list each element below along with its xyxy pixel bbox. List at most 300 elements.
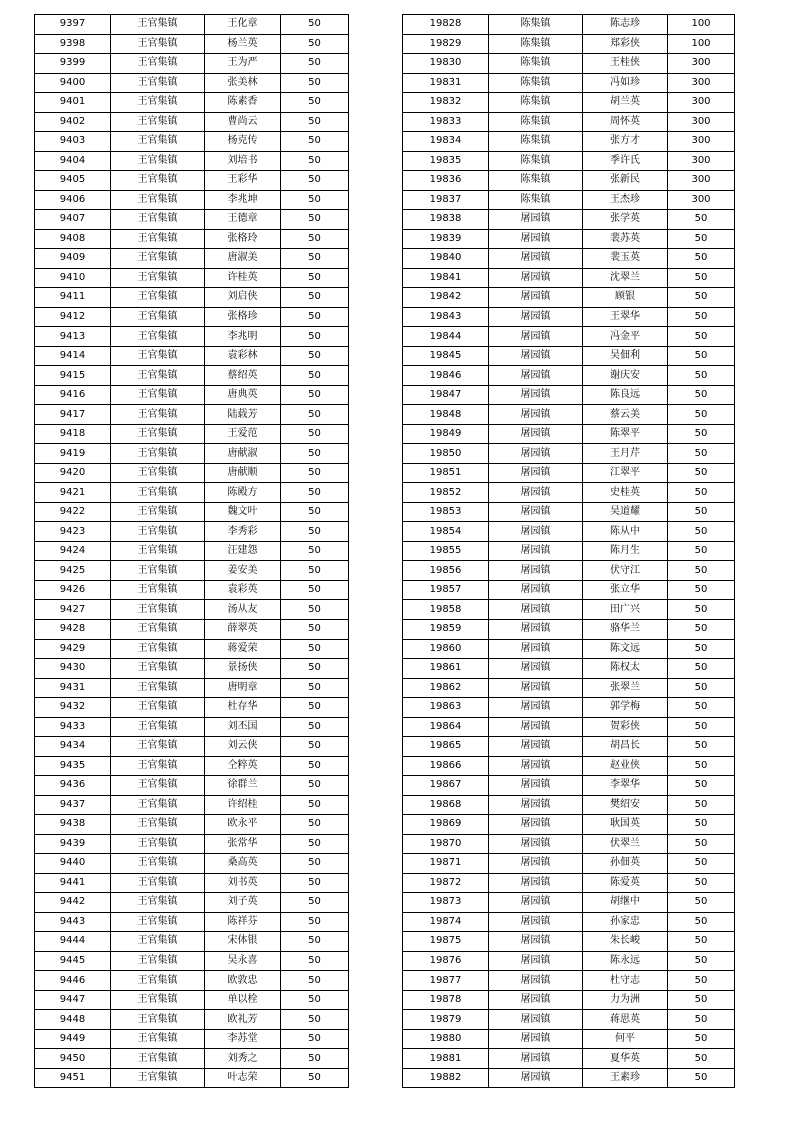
name-cell: 陆载芳 [205, 405, 281, 425]
name-cell: 胡昌长 [583, 737, 668, 757]
table-row [35, 580, 349, 600]
town-cell: 王官集镇 [111, 405, 205, 425]
amount-cell: 50 [281, 678, 349, 698]
town-cell: 屠园镇 [489, 1049, 583, 1069]
amount-cell: 50 [281, 190, 349, 210]
amount-cell: 50 [668, 249, 735, 269]
town-cell: 屠园镇 [489, 717, 583, 737]
row-id-cell: 19862 [403, 678, 489, 698]
amount-cell: 50 [668, 346, 735, 366]
row-id-cell: 9418 [35, 424, 111, 444]
amount-cell: 50 [281, 1049, 349, 1069]
name-cell: 陈爱英 [583, 873, 668, 893]
town-cell: 屠园镇 [489, 990, 583, 1010]
amount-cell: 50 [281, 795, 349, 815]
name-cell: 杜守志 [583, 971, 668, 991]
table-row [403, 502, 735, 522]
row-id-cell: 19847 [403, 385, 489, 405]
amount-cell: 50 [668, 619, 735, 639]
table-row [403, 522, 735, 542]
table-row [403, 327, 735, 347]
amount-cell: 50 [281, 210, 349, 230]
amount-cell: 50 [281, 463, 349, 483]
amount-cell: 50 [668, 678, 735, 698]
row-id-cell: 9423 [35, 522, 111, 542]
amount-cell: 50 [281, 990, 349, 1010]
table-row [35, 659, 349, 679]
row-id-cell: 9432 [35, 698, 111, 718]
row-id-cell: 9434 [35, 737, 111, 757]
name-cell: 张常华 [205, 834, 281, 854]
amount-cell: 50 [668, 854, 735, 874]
table-row [35, 483, 349, 503]
row-id-cell: 19882 [403, 1068, 489, 1088]
table-row [403, 190, 735, 210]
table-row [35, 424, 349, 444]
name-cell: 李秀彩 [205, 522, 281, 542]
amount-cell: 50 [281, 346, 349, 366]
table-row [35, 385, 349, 405]
amount-cell: 50 [281, 405, 349, 425]
amount-cell: 50 [668, 522, 735, 542]
amount-cell: 50 [668, 210, 735, 230]
town-cell: 王官集镇 [111, 171, 205, 191]
table-row [35, 600, 349, 620]
town-cell: 王官集镇 [111, 346, 205, 366]
row-id-cell: 19867 [403, 776, 489, 796]
name-cell: 李兆明 [205, 327, 281, 347]
name-cell: 孙家忠 [583, 912, 668, 932]
table-row [35, 112, 349, 132]
town-cell: 屠园镇 [489, 366, 583, 386]
town-cell: 王官集镇 [111, 541, 205, 561]
table-row [35, 873, 349, 893]
town-cell: 王官集镇 [111, 932, 205, 952]
table-row [403, 541, 735, 561]
town-cell: 陈集镇 [489, 190, 583, 210]
amount-cell: 50 [281, 171, 349, 191]
table-row [35, 893, 349, 913]
amount-cell: 50 [281, 483, 349, 503]
amount-cell: 50 [281, 93, 349, 113]
amount-cell: 50 [281, 151, 349, 171]
row-id-cell: 9404 [35, 151, 111, 171]
amount-cell: 50 [668, 502, 735, 522]
name-cell: 蒋爱荣 [205, 639, 281, 659]
table-row [403, 268, 735, 288]
table-row [35, 346, 349, 366]
table-row [403, 405, 735, 425]
table-row [35, 151, 349, 171]
amount-cell: 50 [281, 288, 349, 308]
town-cell: 王官集镇 [111, 463, 205, 483]
table-row [403, 444, 735, 464]
name-cell: 陈月生 [583, 541, 668, 561]
table-row [35, 990, 349, 1010]
row-id-cell: 9401 [35, 93, 111, 113]
row-id-cell: 9439 [35, 834, 111, 854]
table-row [403, 1049, 735, 1069]
name-cell: 蔡绍英 [205, 366, 281, 386]
table-row [403, 229, 735, 249]
row-id-cell: 9441 [35, 873, 111, 893]
amount-cell: 50 [668, 737, 735, 757]
table-row [403, 600, 735, 620]
town-cell: 屠园镇 [489, 327, 583, 347]
table-row [35, 561, 349, 581]
name-cell: 唐典英 [205, 385, 281, 405]
row-id-cell: 9421 [35, 483, 111, 503]
row-id-cell: 9433 [35, 717, 111, 737]
row-id-cell: 9407 [35, 210, 111, 230]
town-cell: 屠园镇 [489, 600, 583, 620]
town-cell: 屠园镇 [489, 502, 583, 522]
name-cell: 冯如珍 [583, 73, 668, 93]
name-cell: 魏文叶 [205, 502, 281, 522]
amount-cell: 50 [668, 1010, 735, 1030]
town-cell: 王官集镇 [111, 210, 205, 230]
amount-cell: 100 [668, 34, 735, 54]
table-row [403, 834, 735, 854]
amount-cell: 50 [281, 873, 349, 893]
amount-cell: 50 [281, 307, 349, 327]
name-cell: 桑高英 [205, 854, 281, 874]
town-cell: 陈集镇 [489, 171, 583, 191]
town-cell: 王官集镇 [111, 424, 205, 444]
name-cell: 赵业侠 [583, 756, 668, 776]
name-cell: 王月芹 [583, 444, 668, 464]
town-cell: 陈集镇 [489, 73, 583, 93]
row-id-cell: 9438 [35, 815, 111, 835]
town-cell: 屠园镇 [489, 893, 583, 913]
table-row [35, 15, 349, 35]
amount-cell: 50 [281, 541, 349, 561]
row-id-cell: 9427 [35, 600, 111, 620]
amount-cell: 50 [281, 951, 349, 971]
amount-cell: 50 [668, 229, 735, 249]
row-id-cell: 19841 [403, 268, 489, 288]
name-cell: 史桂英 [583, 483, 668, 503]
name-cell: 杨兰英 [205, 34, 281, 54]
amount-cell: 50 [668, 873, 735, 893]
town-cell: 王官集镇 [111, 971, 205, 991]
row-id-cell: 19880 [403, 1029, 489, 1049]
town-cell: 王官集镇 [111, 659, 205, 679]
table-row [403, 112, 735, 132]
row-id-cell: 9440 [35, 854, 111, 874]
name-cell: 单以栓 [205, 990, 281, 1010]
name-cell: 裴苏英 [583, 229, 668, 249]
name-cell: 刘启侠 [205, 288, 281, 308]
row-id-cell: 9449 [35, 1029, 111, 1049]
amount-cell: 50 [668, 912, 735, 932]
name-cell: 陈翠平 [583, 424, 668, 444]
table-row [35, 405, 349, 425]
table-row [35, 795, 349, 815]
row-id-cell: 9435 [35, 756, 111, 776]
town-cell: 王官集镇 [111, 307, 205, 327]
row-id-cell: 19858 [403, 600, 489, 620]
name-cell: 欧永平 [205, 815, 281, 835]
amount-cell: 50 [281, 502, 349, 522]
table-row [403, 971, 735, 991]
table-row [403, 795, 735, 815]
table-row [35, 971, 349, 991]
row-id-cell: 19829 [403, 34, 489, 54]
town-cell: 陈集镇 [489, 151, 583, 171]
row-id-cell: 19846 [403, 366, 489, 386]
town-cell: 陈集镇 [489, 112, 583, 132]
row-id-cell: 9405 [35, 171, 111, 191]
name-cell: 唐献淑 [205, 444, 281, 464]
row-id-cell: 9411 [35, 288, 111, 308]
town-cell: 王官集镇 [111, 639, 205, 659]
name-cell: 沈翠兰 [583, 268, 668, 288]
row-id-cell: 19845 [403, 346, 489, 366]
town-cell: 陈集镇 [489, 93, 583, 113]
table-row [35, 912, 349, 932]
amount-cell: 50 [281, 737, 349, 757]
town-cell: 屠园镇 [489, 405, 583, 425]
table-row [35, 951, 349, 971]
name-cell: 薛翠英 [205, 619, 281, 639]
row-id-cell: 19830 [403, 54, 489, 74]
amount-cell: 50 [668, 756, 735, 776]
name-cell: 杨克传 [205, 132, 281, 152]
amount-cell: 50 [281, 229, 349, 249]
amount-cell: 50 [281, 893, 349, 913]
row-id-cell: 19866 [403, 756, 489, 776]
name-cell: 王爱范 [205, 424, 281, 444]
amount-cell: 300 [668, 171, 735, 191]
name-cell: 陈殿方 [205, 483, 281, 503]
amount-cell: 50 [668, 639, 735, 659]
table-row [35, 210, 349, 230]
amount-cell: 50 [281, 932, 349, 952]
table-row [403, 483, 735, 503]
amount-cell: 50 [281, 385, 349, 405]
name-cell: 耿国英 [583, 815, 668, 835]
row-id-cell: 9451 [35, 1068, 111, 1088]
table-row [35, 249, 349, 269]
row-id-cell: 9399 [35, 54, 111, 74]
table-row [403, 659, 735, 679]
row-id-cell: 19874 [403, 912, 489, 932]
row-id-cell: 19854 [403, 522, 489, 542]
town-cell: 王官集镇 [111, 288, 205, 308]
name-cell: 张学英 [583, 210, 668, 230]
amount-cell: 50 [281, 132, 349, 152]
table-row [35, 1010, 349, 1030]
town-cell: 王官集镇 [111, 1029, 205, 1049]
town-cell: 王官集镇 [111, 815, 205, 835]
name-cell: 张新民 [583, 171, 668, 191]
name-cell: 陈权太 [583, 659, 668, 679]
table-row [403, 346, 735, 366]
row-id-cell: 9426 [35, 580, 111, 600]
amount-cell: 50 [281, 73, 349, 93]
amount-cell: 50 [281, 619, 349, 639]
name-cell: 欧礼芳 [205, 1010, 281, 1030]
row-id-cell: 9431 [35, 678, 111, 698]
town-cell: 屠园镇 [489, 385, 583, 405]
town-cell: 屠园镇 [489, 288, 583, 308]
name-cell: 杜存华 [205, 698, 281, 718]
town-cell: 王官集镇 [111, 54, 205, 74]
table-row [403, 151, 735, 171]
row-id-cell: 19875 [403, 932, 489, 952]
table-row [403, 171, 735, 191]
town-cell: 王官集镇 [111, 600, 205, 620]
table-row [35, 366, 349, 386]
amount-cell: 50 [281, 424, 349, 444]
table-row [35, 502, 349, 522]
name-cell: 宋体银 [205, 932, 281, 952]
row-id-cell: 19851 [403, 463, 489, 483]
table-row [403, 776, 735, 796]
town-cell: 王官集镇 [111, 737, 205, 757]
row-id-cell: 19831 [403, 73, 489, 93]
row-id-cell: 9403 [35, 132, 111, 152]
row-id-cell: 19838 [403, 210, 489, 230]
table-row [403, 619, 735, 639]
name-cell: 许绍桂 [205, 795, 281, 815]
amount-cell: 50 [668, 1049, 735, 1069]
table-row [403, 366, 735, 386]
amount-cell: 50 [281, 854, 349, 874]
town-cell: 陈集镇 [489, 54, 583, 74]
town-cell: 屠园镇 [489, 229, 583, 249]
amount-cell: 50 [281, 776, 349, 796]
amount-cell: 50 [281, 815, 349, 835]
row-id-cell: 9447 [35, 990, 111, 1010]
town-cell: 屠园镇 [489, 815, 583, 835]
table-row [35, 756, 349, 776]
town-cell: 王官集镇 [111, 483, 205, 503]
name-cell: 刘丕国 [205, 717, 281, 737]
table-row [35, 73, 349, 93]
name-cell: 袁彩英 [205, 580, 281, 600]
town-cell: 王官集镇 [111, 756, 205, 776]
name-cell: 王桂侠 [583, 54, 668, 74]
name-cell: 伏翠兰 [583, 834, 668, 854]
name-cell: 田广兴 [583, 600, 668, 620]
row-id-cell: 19869 [403, 815, 489, 835]
row-id-cell: 19852 [403, 483, 489, 503]
row-id-cell: 9450 [35, 1049, 111, 1069]
table-row [403, 288, 735, 308]
name-cell: 陈志珍 [583, 15, 668, 35]
table-row [403, 639, 735, 659]
name-cell: 陈祥芬 [205, 912, 281, 932]
amount-cell: 100 [668, 15, 735, 35]
amount-cell: 50 [668, 951, 735, 971]
row-id-cell: 19850 [403, 444, 489, 464]
name-cell: 蔡云美 [583, 405, 668, 425]
table-row [403, 932, 735, 952]
town-cell: 屠园镇 [489, 561, 583, 581]
table-row [403, 580, 735, 600]
table-row [35, 54, 349, 74]
town-cell: 屠园镇 [489, 932, 583, 952]
table-row [403, 678, 735, 698]
row-id-cell: 19856 [403, 561, 489, 581]
row-id-cell: 9425 [35, 561, 111, 581]
name-cell: 胡兰英 [583, 93, 668, 113]
amount-cell: 300 [668, 132, 735, 152]
town-cell: 王官集镇 [111, 34, 205, 54]
town-cell: 屠园镇 [489, 776, 583, 796]
row-id-cell: 19835 [403, 151, 489, 171]
amount-cell: 50 [281, 444, 349, 464]
row-id-cell: 19860 [403, 639, 489, 659]
table-row [403, 717, 735, 737]
row-id-cell: 19837 [403, 190, 489, 210]
town-cell: 王官集镇 [111, 580, 205, 600]
name-cell: 郭学梅 [583, 698, 668, 718]
table-row [35, 463, 349, 483]
table-row [35, 444, 349, 464]
amount-cell: 50 [668, 600, 735, 620]
town-cell: 屠园镇 [489, 951, 583, 971]
row-id-cell: 9400 [35, 73, 111, 93]
town-cell: 王官集镇 [111, 912, 205, 932]
town-cell: 王官集镇 [111, 795, 205, 815]
town-cell: 王官集镇 [111, 951, 205, 971]
row-id-cell: 9430 [35, 659, 111, 679]
row-id-cell: 19879 [403, 1010, 489, 1030]
town-cell: 屠园镇 [489, 659, 583, 679]
name-cell: 周怀英 [583, 112, 668, 132]
town-cell: 陈集镇 [489, 15, 583, 35]
row-id-cell: 19876 [403, 951, 489, 971]
amount-cell: 50 [281, 1029, 349, 1049]
town-cell: 陈集镇 [489, 34, 583, 54]
name-cell: 裴玉英 [583, 249, 668, 269]
amount-cell: 50 [281, 112, 349, 132]
town-cell: 屠园镇 [489, 463, 583, 483]
row-id-cell: 19836 [403, 171, 489, 191]
amount-cell: 50 [281, 54, 349, 74]
town-cell: 屠园镇 [489, 912, 583, 932]
town-cell: 屠园镇 [489, 795, 583, 815]
table-row [403, 1010, 735, 1030]
row-id-cell: 19878 [403, 990, 489, 1010]
name-cell: 谢庆安 [583, 366, 668, 386]
table-row [35, 307, 349, 327]
town-cell: 屠园镇 [489, 698, 583, 718]
amount-cell: 50 [668, 268, 735, 288]
table-row [35, 93, 349, 113]
amount-cell: 50 [668, 971, 735, 991]
table-row [403, 1068, 735, 1088]
name-cell: 吴永喜 [205, 951, 281, 971]
name-cell: 汤从友 [205, 600, 281, 620]
town-cell: 王官集镇 [111, 385, 205, 405]
town-cell: 王官集镇 [111, 834, 205, 854]
row-id-cell: 19840 [403, 249, 489, 269]
name-cell: 景扬侠 [205, 659, 281, 679]
amount-cell: 50 [668, 385, 735, 405]
table-row [35, 327, 349, 347]
name-cell: 胡继中 [583, 893, 668, 913]
town-cell: 屠园镇 [489, 307, 583, 327]
name-cell: 骆华兰 [583, 619, 668, 639]
table-row [35, 776, 349, 796]
town-cell: 王官集镇 [111, 444, 205, 464]
name-cell: 唐献顺 [205, 463, 281, 483]
amount-cell: 50 [668, 776, 735, 796]
